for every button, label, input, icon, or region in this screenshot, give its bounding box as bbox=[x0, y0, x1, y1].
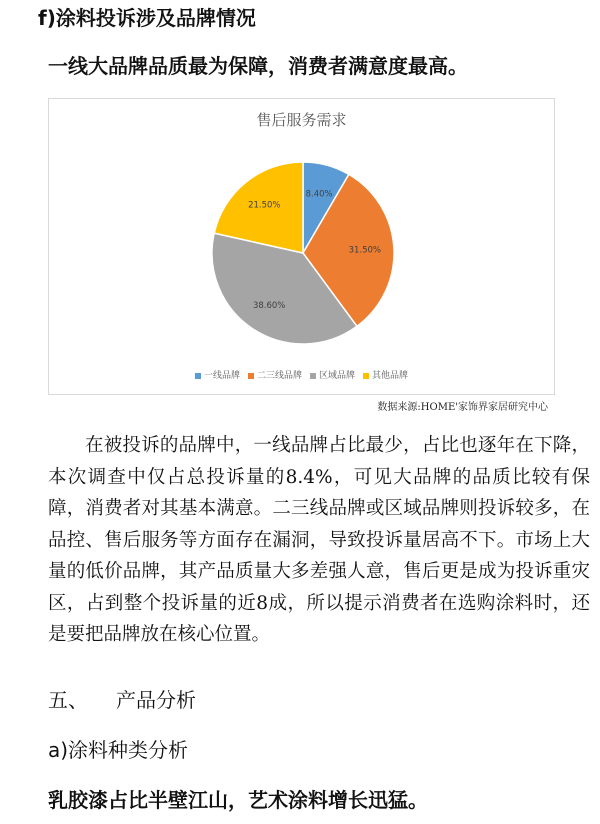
legend-swatch bbox=[363, 373, 369, 379]
legend-label: 二三线品牌 bbox=[256, 371, 302, 381]
legend-label: 其他品牌 bbox=[372, 371, 409, 381]
heading-text: 产品分析 bbox=[116, 688, 196, 712]
heading-product-analysis bbox=[48, 684, 196, 713]
subheading: a)涂料种类分析 bbox=[48, 738, 189, 762]
chart-legend bbox=[49, 368, 554, 381]
chart-title: 售后服务需求 bbox=[256, 111, 347, 129]
legend-swatch bbox=[310, 373, 316, 379]
legend-item bbox=[248, 368, 302, 381]
body-paragraph: 在被投诉的品牌中，一线品牌占比最少，占比也逐年在下降，本次调查中仅占总投诉量的8.4%，可见大品牌的品质比较有保障，消费者对其基本满意。二三线品牌或区域品牌则投诉较多，在品控、售后服务等方面存在漏洞，导致投诉量居高不下。市场上大量的低价品牌，其产品质量大多差强人意，售后更是成为投诉重灾区，占到整个投诉量的近8成，所以提示消费者在选购涂料时，还是要把品牌放在核心位置。 bbox=[48, 435, 590, 645]
section-title: f)涂料投诉涉及品牌情况 bbox=[38, 6, 256, 30]
legend-item bbox=[310, 368, 355, 381]
legend-label: 区域品牌 bbox=[319, 371, 356, 381]
legend-item bbox=[363, 368, 408, 381]
data-source: 数据来源:HOME'家饰界家居研究中心 bbox=[377, 402, 548, 413]
slice-label: 21.50% bbox=[248, 200, 281, 211]
pie-chart bbox=[48, 98, 555, 395]
slice-label: 38.60% bbox=[252, 300, 286, 311]
slice-label: 31.50% bbox=[348, 245, 382, 256]
legend-swatch bbox=[248, 373, 254, 379]
slice-label: 8.40% bbox=[305, 189, 333, 200]
legend-label: 一线品牌 bbox=[203, 371, 240, 381]
legend-swatch bbox=[195, 373, 201, 379]
lead-statement: 一线大品牌品质最为保障，消费者满意度最高。 bbox=[48, 54, 468, 78]
heading-number: 五、 bbox=[48, 688, 88, 712]
lead-statement-2: 乳胶漆占比半壁江山，艺术涂料增长迅猛。 bbox=[48, 788, 428, 812]
legend-item bbox=[195, 368, 240, 381]
pie-svg bbox=[49, 99, 554, 394]
